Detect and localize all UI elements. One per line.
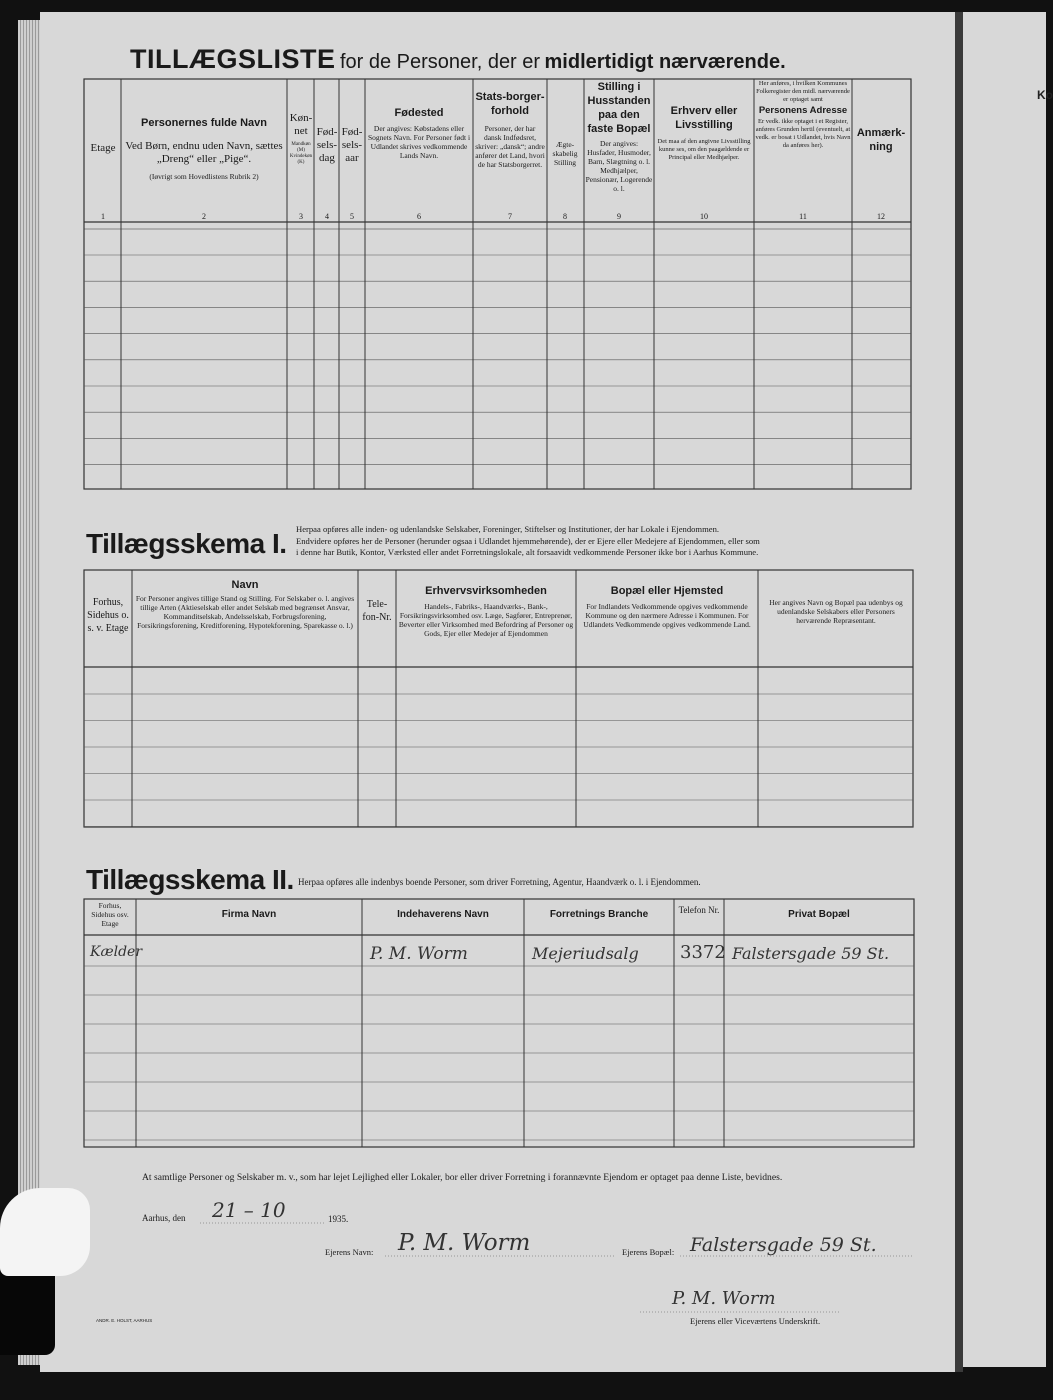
s1-col-bopael: Bopæl eller Hjemsted For Indlandets Vedkommende opgives vedkommende Kommune og den nærmere Adresse i Kommunen. For Udlandets Vedkommende opgives vedkommende Land.: [583, 585, 751, 629]
tillaegsliste-title: TILLÆGSLISTE for de Personer, der er midlertidigt nærværende.: [130, 44, 786, 74]
col-stilling-header: Stilling i Husstanden paa den faste Bopæl Der angives: Husfader, Husmoder, Barn, Slægtning o. l. Medhjælper, Pensionær, Logerende o. l.: [585, 81, 653, 193]
skema2-intro: Herpaa opføres alle indenbys boende Personer, som driver Forretning, Agentur, Haandværk o. l. i Ejendommen.: [298, 877, 701, 887]
s2-col-branche: Forretnings Branche: [549, 909, 649, 920]
s2-row1-etage: Kælder: [90, 944, 143, 960]
table2-rows: [84, 694, 913, 827]
col-anmaerkning-header: Anmærk-ning: [856, 127, 906, 153]
owner-name-handwritten: P. M. Worm: [398, 1230, 531, 1256]
col-number: 6: [417, 212, 421, 221]
col-number: 7: [508, 212, 512, 221]
table3-rows: [84, 966, 914, 1140]
col-number: 1: [101, 212, 105, 221]
s2-row1-branche: Mejeriudsalg: [532, 944, 639, 963]
s1-col-repraesentant: Her angives Navn og Bopæl paa udenbys og udenlandske Selskabers eller Personers herværende Repræsentant.: [769, 598, 903, 625]
owner-address-label: Ejerens Bopæl:: [622, 1247, 675, 1257]
col-number: 5: [350, 212, 354, 221]
col-etage-header: Etage: [90, 142, 116, 154]
col-foedested-header: Fødested Der angives: Købstadens eller Sognets Navn. For Personer født i Udlandet skrives vedkommende Lands Navn.: [367, 107, 471, 160]
skema2-title: Tillægsskema II.: [86, 864, 294, 895]
col-aegteskab-header: Ægte-skabelig Stilling: [552, 140, 578, 167]
signature-handwritten: P. M. Worm: [672, 1288, 776, 1309]
s2-col-bopael: Privat Bopæl: [788, 909, 850, 920]
signature-label: Ejerens eller Viceværtens Underskrift.: [690, 1316, 821, 1326]
date-handwritten: 21 – 10: [212, 1198, 286, 1222]
skema1-intro: Herpaa opføres alle inden- og udenlandske Selskaber, Foreninger, Stiftelser og Institutioner, der har Lokale i Ejendommen. Endvidere opføres her de Personer (herunder ogsaa i Udlandet hjemmehørende), der er Ejere eller Medejere af Ejendommen, eller som i denne har Butik, Kontor, Værksted eller andet Forretningslokale, alt forsaavidt vedkommende Personer ikke bor i Aarhus Kommune.: [296, 524, 760, 557]
col-statsborger-header: Stats-borger-forhold Personer, der har dansk Indfødsret, skriver: „dansk“; andre anfører det Land, hvori de har Statsborgerret.: [475, 91, 545, 169]
col-number: 12: [877, 212, 885, 221]
col-koen-header: Køn-net Mandkøn (M) Kvindekøn (K): [289, 112, 313, 165]
col-foedselsdag-header: Fød-sels-dag: [316, 126, 338, 164]
printer-imprint: ANDR. E. HOLST, AARHUS: [96, 1318, 153, 1323]
owner-address-handwritten: Falstersgade 59 St.: [690, 1234, 877, 1256]
col-foedselsaar-header: Fød-sels-aar: [341, 126, 363, 164]
s2-col-firma: Firma Navn: [221, 909, 277, 920]
col-navn-header: Personernes fulde Navn Ved Børn, endnu uden Navn, sættes „Dreng“ eller „Pige“. (Iøvrigt som Hovedlistens Rubrik 2): [125, 117, 283, 181]
col-erhverv-header: Erhverv eller Livsstilling Det maa af den angivne Livsstilling kunne ses, om den paagældende er Principal eller Medhjælper.: [657, 105, 751, 161]
s2-row1-indehaver: P. M. Worm: [370, 944, 468, 964]
col-number: 9: [617, 212, 621, 221]
col-number: 8: [563, 212, 567, 221]
s2-row1-bopael: Falstersgade 59 St.: [732, 944, 890, 963]
place-label: Aarhus, den: [142, 1213, 186, 1223]
s2-row1-telefon: 3372: [680, 942, 726, 963]
s2-col-telefon: Telefon Nr.: [678, 905, 720, 915]
s1-col-navn: Navn For Personer angives tillige Stand og Stilling. For Selskaber o. l. angives tillige Arten (Aktieselskab eller andet Selskab med begrænset Ansvar, Kommanditselskab, Andelsselskab, Forbrugsforening, Forsikringsforening, Kreditforening, Hypotekforening, Sparekasse o. l.): [135, 579, 355, 630]
declaration-text: At samtlige Personer og Selskaber m. v., som har lejet Lejlighed eller Lokaler, bor eller driver Forretning i forannævnte Ejendom er optaget paa denne Liste, bevidnes.: [142, 1172, 783, 1183]
s2-col-etage: Forhus, Sidehus osv. Etage: [91, 901, 129, 928]
col-number: 11: [799, 212, 807, 221]
facing-page-fragment: Ko: [1037, 88, 1053, 102]
col-number: 10: [700, 212, 708, 221]
owner-name-label: Ejerens Navn:: [325, 1247, 374, 1257]
s2-col-indehaver: Indehaverens Navn: [397, 909, 489, 920]
s1-col-etage: Forhus, Sidehus o. s. v. Etage: [87, 597, 129, 634]
s1-col-telefon: Tele-fon-Nr.: [362, 599, 392, 623]
col-number: 2: [202, 212, 206, 221]
table3-columns: [136, 899, 724, 1147]
table1-rows: [84, 255, 911, 465]
skema1-title: Tillægsskema I.: [86, 528, 287, 559]
col-adresse-header: Her anføres, i hvilken Kommunes Folkeregister den midl. nærværende er optaget samt Personens Adresse Er vedk. ikke optaget i et Register, anføres Grunden hertil (eventuelt, at vedk. er bosat i Udlandet, hvis Navn da anføres her).: [755, 80, 851, 149]
col-number: 4: [325, 212, 329, 221]
year-label: 1935.: [328, 1214, 349, 1224]
s1-col-erhverv: Erhvervsvirksomheden Handels-, Fabriks-, Haandværks-, Bank-, Forsikringsvirksomhed osv. Læge, Sagfører, Entreprenør, Beverter eller Virksomhed med Befordring af Personer og Gods, Ejer eller Medejer af Ejendommen: [398, 585, 574, 638]
holding-thumb: [0, 1188, 90, 1276]
col-number: 3: [299, 212, 303, 221]
